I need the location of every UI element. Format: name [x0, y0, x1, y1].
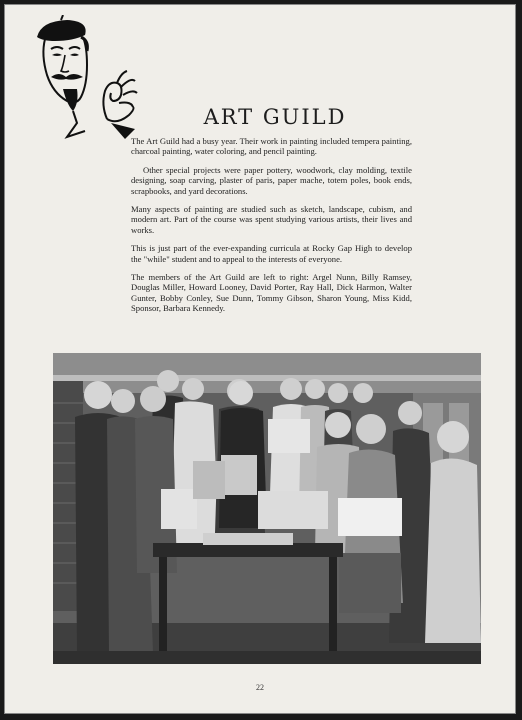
page-number: 22 — [256, 683, 264, 692]
art-guild-group-photo — [53, 353, 481, 664]
artist-cartoon-illustration — [27, 15, 147, 140]
paragraph-5: The members of the Art Guild are left to right: Argel Nunn, Billy Ramsey, Douglas Miller, Howard Looney, David Porter, Ray Hall, Dick Harmon, Walter Gunter, Bobby Conley, Sue Dunn, Tommy Gibson, Sharon Young, Miss Kidd, Sponsor, Barbara Kennedy. — [131, 272, 412, 314]
paragraph-4: This is just part of the ever-expanding curricula at Rocky Gap High to develop the "while" student and to appeal to the interests of everyone. — [131, 243, 412, 264]
paragraph-1: The Art Guild had a busy year. Their work in painting included tempera painting, charcoal painting, water coloring, and pencil painting. — [131, 136, 412, 157]
article-text — [131, 136, 412, 322]
yearbook-page — [4, 4, 516, 714]
paragraph-2: Other special projects were paper pottery, woodwork, clay molding, textile designing, soap carving, plaster of paris, paper mache, totem poles, book ends, scrapbooks, and yard decorations. — [131, 164, 412, 196]
paragraph-3: Many aspects of painting are studied such as sketch, landscape, cubism, and modern art. Part of the course was spent studying various artists, their lives and works. — [131, 204, 412, 235]
page-title: ART GUILD — [203, 105, 347, 129]
